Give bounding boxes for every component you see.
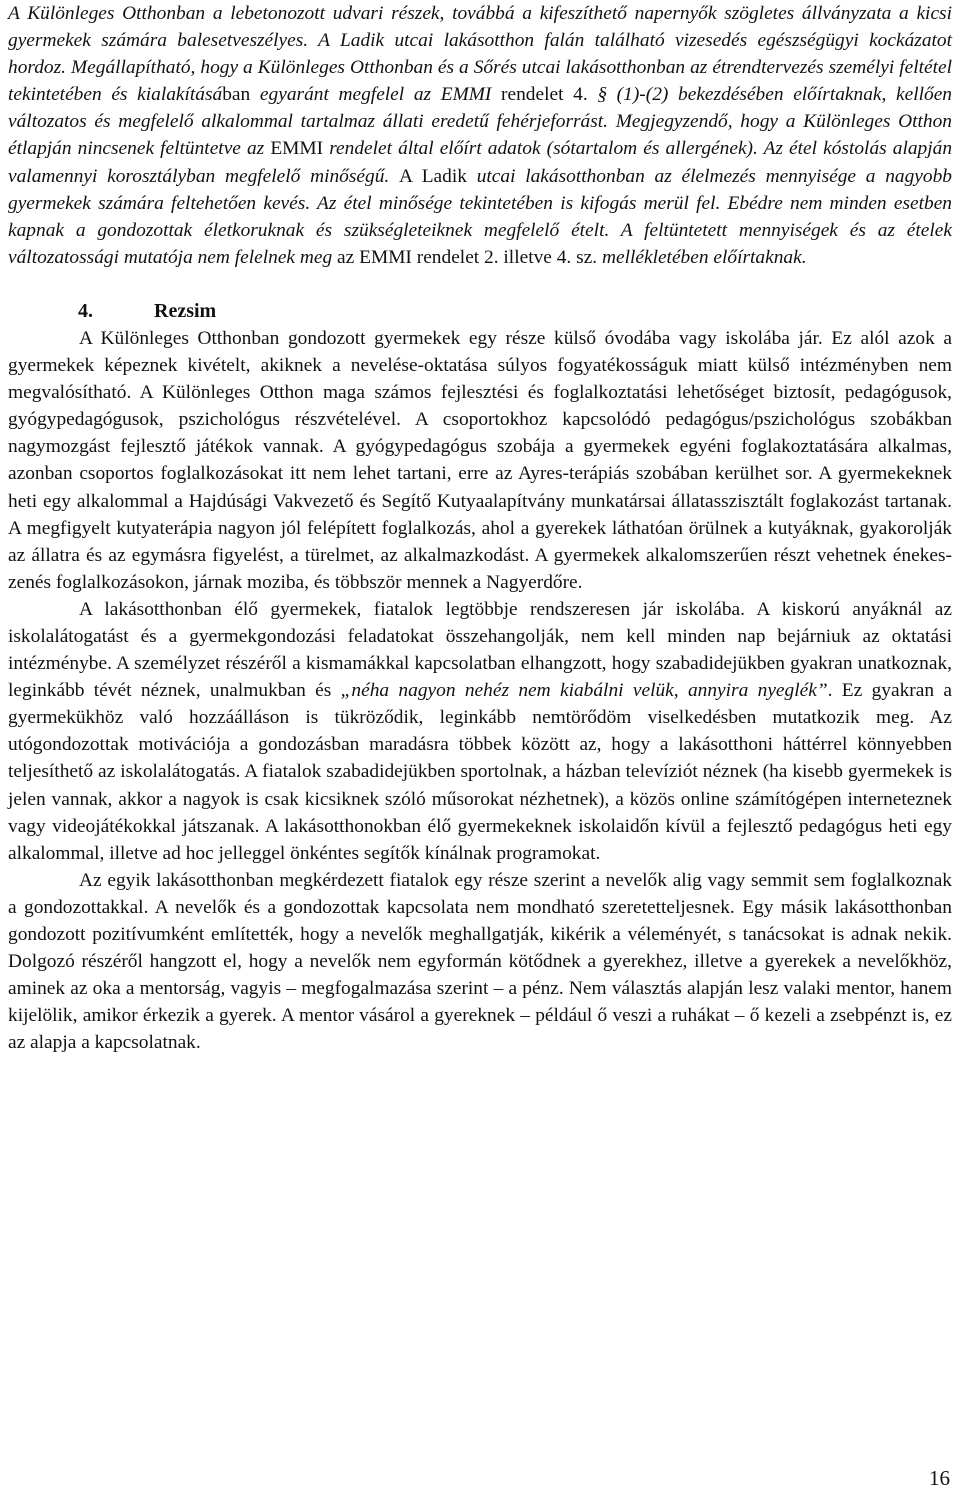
text-span: utcai lakásotthonban az élelmezés mennyisége a nagyobb gyermekek számára feltehetően kevés. Az étel minősége tekintetében is kifogás merül fel. Ebédre nem minden esetben kapnak a gondozottak életkoruknak és szükségleteiknek megfelelő ételt. A feltüntetett mennyiségek és az ételek változatossági mutatója nem felelnek meg bbox=[8, 165, 952, 268]
text-span: A Ladik bbox=[399, 165, 477, 187]
text-span: A lakásotthonban élő gyermekek, fiatalok legtöbbje rendszeresen jár iskolába. A kiskorú anyáknál az iskolalátogatást és a gyermekgondozási feladatokat összehangolják, nem kell minden nap bejárniuk az oktatási intézménybe. A személyzet részéről a kismamákkal kapcsolatban elhangzott, hogy szabadidejükben gyakran unatkoznak, leginkább tévét néznek, unalmukban és bbox=[8, 598, 952, 702]
text-span: . Ez gyakran a gyermekükhöz való hozzáálláson is tükröződik, leginkább nemtörődöm viselkedésben mutatkozik meg. Az utógondozottak motivációja a gondozásban maradásra többek között az, hogy a lakásotthoni háttérrel könnyebben teljesíthető az iskolalátogatás. A fiatalok szabadidejükben sportolnak, a házban televíziót néznek (ha kisebb gyermekek is jelen vannak, akkor a nagyok is csak kicsiknek szóló műsorokat nézhetnek), a közös online számítógépen interneteznek vagy videojátékokkal játszanak. A lakásotthonokban élő gyermekeknek iskolaidőn kívül a fejlesztő pedagógus heti egy alkalommal, illetve ad hoc jelleggel önkéntes segítők kínálnak programokat. bbox=[8, 680, 952, 864]
section-heading bbox=[8, 297, 952, 325]
text-span: rendelet által előírt adatok (sótartalom és allergének). Az étel kóstolás alapján valamennyi korosztályban megfelelő minőségű. bbox=[8, 138, 953, 187]
text-span: EMMI bbox=[270, 138, 330, 160]
text-span: mellékletében előírtaknak. bbox=[601, 246, 807, 268]
text-span: ban bbox=[222, 84, 260, 106]
paragraph-educators-relationship: Az egyik lakásotthonban megkérdezett fiatalok egy része szerint a nevelők alig vagy semmit sem foglalkoznak a gondozottakkal. A nevelők és a gondozottak kapcsolata nem mondható szeretetteljesnek. Egy másik lakásotthonban gondozott pozitívumként említették, hogy a nevelők meghallgatják, kikérik a véleményét, s tanácsokat is adnak nekik. Dolgozó részéről hangzott el, hogy a nevelők nem egyformán kötődnek a gyerekhez, illetve a gyerekek a nevelőkhöz, aminek az oka a mentorság, vagyis – megfogalmazása szerint – a pénz. Nem választás alapján lesz valaki mentor, hanem kijelölik, amikor érkezik a gyerek. A mentor vásárol a gyereknek – például ő veszi a ruhákat – ő kezeli a zsebpénzt is, ez az alapja a kapcsolatnak. bbox=[8, 869, 952, 1054]
paragraph-regime-special-home: A Különleges Otthonban gondozott gyermekek egy része külső óvodába vagy iskolába jár. Ez alól azok a gyermekek képeznek kivételt, akiknek a nevelése-oktatása súlyos fogyatékosságuk miatt külső intézményben nem megvalósítható. A Különleges Otthon maga számos fejlesztési és foglalkoztatási lehetőséget biztosít, pedagógusok, gyógypedagógusok, pszichológus részvételével. A csoportokhoz kapcsolódó pedagógus/pszichológus szobákban nagymozgást fejlesztő játékok vannak. A gyógypedagógus szobája a gyermekek egyéni foglakoztatására alkalmas, azonban csoportos foglalkozásokat itt nem lehet tartani, erre az Ayres-terápiás szobában kerülhet sor. A gyermekeknek heti egy alkalommal a Hajdúsági Vakvezető és Segítő Kutyaalapítvány munkatársai állatasszisztált foglakozást tartanak. A megfigyelt kutyaterápia nagyon jól felépített foglalkozás, ahol a gyerekek láthatóan örülnek a kutyáknak, gyakorolják az állatra és az egymásra figyelést, a türelmet, az alkalmazkodást. A gyermekek alkalomszerűen részt vehetnek énekes-zenés foglalkozásokon, járnak moziba, és többször mennek a Nagyerdőre. bbox=[8, 327, 952, 593]
text-span: ánt megfelel az EMMI bbox=[304, 84, 502, 106]
section-title: Rezsim bbox=[154, 299, 217, 322]
text-span: rendelet 4. bbox=[501, 84, 598, 106]
quote-span: „néha nagyon nehéz nem kiabálni velük, annyira nyeglék” bbox=[340, 680, 828, 702]
text-span: A Különleges Otthonban a lebetonozott udvari részek, továbbá a kifeszíthető napernyők szögletes állványzata a kicsi gyermekek számára balesetveszélyes. A Ladik utcai lakásotthon falán található vizesedés egészségügyi kockázatot hordoz. Megállapítható, hogy a Különleges Otthonban és a Sőrés utcai lakásotthonban az étrendtervezés személyi feltétel tekintetében és kialakításá bbox=[8, 3, 952, 106]
section-number: 4. bbox=[78, 299, 93, 322]
text-span: az EMMI rendelet 2. illetve 4. sz. bbox=[337, 246, 602, 268]
page-number: 16 bbox=[929, 1466, 950, 1490]
text-span: § (1)-(2) bekezdésében előírtaknak, kellően változatos és megfelelő alkalommal tartalmaz állati eredetű fehérjeforrást. Megjegyzendő, hogy a Különleges Otthon étlapján nincsenek feltüntetve az bbox=[8, 84, 952, 160]
paragraph-environment-nutrition bbox=[8, 0, 952, 271]
document-page bbox=[8, 0, 952, 1056]
paragraph-regime-group-home bbox=[8, 596, 952, 867]
text-span: egyar bbox=[259, 84, 305, 106]
